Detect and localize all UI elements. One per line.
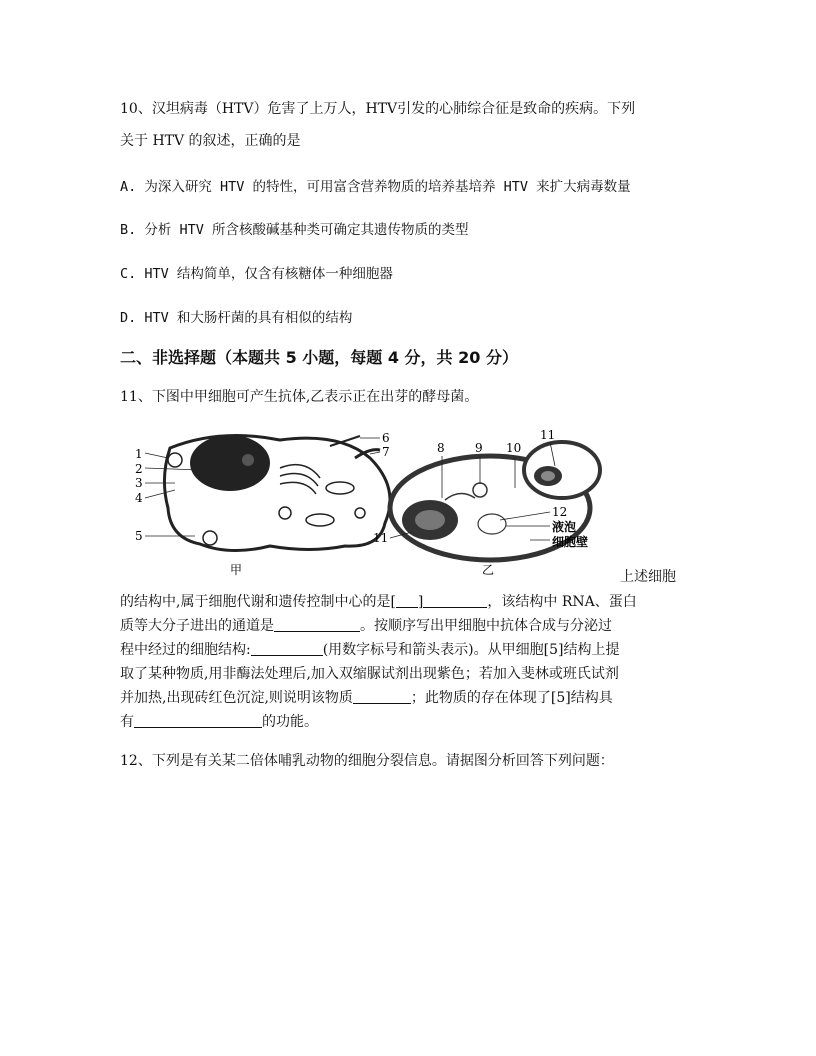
q11-text-6a: 有 (120, 714, 134, 730)
caption-yi: 乙 (482, 563, 495, 577)
answer-blank-2[interactable] (423, 593, 487, 608)
bud (524, 442, 600, 498)
q11-body-line3 (120, 638, 700, 662)
label-3: 3 (135, 476, 143, 490)
q11-body-line4: 取了某种物质,用非酶法处理后,加入双缩脲试剂出现紫色；若加入斐林或班氏试剂 (120, 666, 619, 682)
q11-body-line6 (120, 710, 700, 734)
q10-option-a: A. 为深入研究 HTV 的特性，可用富含营养物质的培养基培养 HTV 来扩大病毒数量 (120, 179, 631, 195)
label-11b: 11 (373, 531, 389, 545)
q11-text-1c: ，该结构中 RNA、蛋白 (487, 594, 637, 610)
label-1: 1 (135, 447, 143, 461)
label-8: 8 (437, 441, 445, 455)
q11-text-1b: ] (417, 594, 424, 610)
cell-diagram (130, 428, 650, 578)
q12-stem: 12、下列是有关某二倍体哺乳动物的细胞分裂信息。请据图分析回答下列问题： (120, 753, 614, 769)
q11-text-5b: ；此物质的存在体现了[5]结构具 (410, 690, 613, 706)
q10-option-c: C. HTV 结构简单，仅含有核糖体一种细胞器 (120, 266, 393, 282)
answer-blank-1[interactable] (396, 593, 418, 608)
q11-text-2a: 质等大分子进出的通道是 (120, 618, 274, 634)
label-4: 4 (135, 491, 143, 505)
cell-jia (135, 431, 390, 577)
q11-body-line2 (120, 614, 700, 638)
q10-stem-line2: 关于 HTV 的叙述，正确的是 (120, 133, 301, 149)
q10-option-b: B. 分析 HTV 所含核酸碱基种类可确定其遗传物质的类型 (120, 222, 469, 238)
answer-blank-3[interactable] (274, 617, 360, 632)
q10-option-d: D. HTV 和大肠杆菌的具有相似的结构 (120, 310, 353, 326)
caption-jia: 甲 (230, 563, 243, 577)
label-vacuole: 液泡 (552, 520, 577, 534)
section-heading: 二、非选择题（本题共 5 小题，每题 4 分，共 20 分） (120, 348, 518, 367)
answer-blank-6[interactable] (134, 713, 262, 728)
q11-text-2b: 。按顺序写出甲细胞中抗体合成与分泌过 (360, 618, 612, 634)
vacuole (478, 514, 506, 534)
label-9: 9 (475, 441, 483, 455)
cell-yi (373, 428, 600, 577)
label-wall: 细胞壁 (552, 535, 589, 549)
answer-blank-4[interactable] (251, 641, 323, 656)
label-7: 7 (382, 445, 390, 459)
q11-text-5a: 并加热,出现砖红色沉淀,则说明该物质 (120, 690, 353, 706)
q11-text-6b: 的功能。 (262, 714, 318, 730)
label-11: 11 (540, 428, 556, 442)
q11-text-3a: 程中经过的细胞结构: (120, 642, 251, 658)
q11-text-3b: (用数字标号和箭头表示)。从甲细胞[5]结构上提 (322, 642, 620, 658)
q11-body-line5 (120, 686, 700, 710)
label-2: 2 (135, 462, 143, 476)
q11-body-line1 (120, 590, 700, 614)
answer-blank-5[interactable] (353, 689, 411, 704)
q11-text-1a: 的结构中,属于细胞代谢和遗传控制中心的是[ (120, 594, 396, 610)
label-6: 6 (382, 431, 390, 445)
label-12: 12 (552, 505, 568, 519)
label-10: 10 (506, 441, 522, 455)
q10-stem-line1: 10、汉坦病毒（HTV）危害了上万人，HTV引发的心肺综合征是致命的疾病。下列 (120, 101, 636, 117)
q11-body-line0: 上述细胞 (620, 569, 676, 585)
nucleus-jia (190, 435, 270, 491)
label-5: 5 (135, 529, 143, 543)
q11-stem: 11、下图中甲细胞可产生抗体,乙表示正在出芽的酵母菌。 (120, 389, 479, 405)
